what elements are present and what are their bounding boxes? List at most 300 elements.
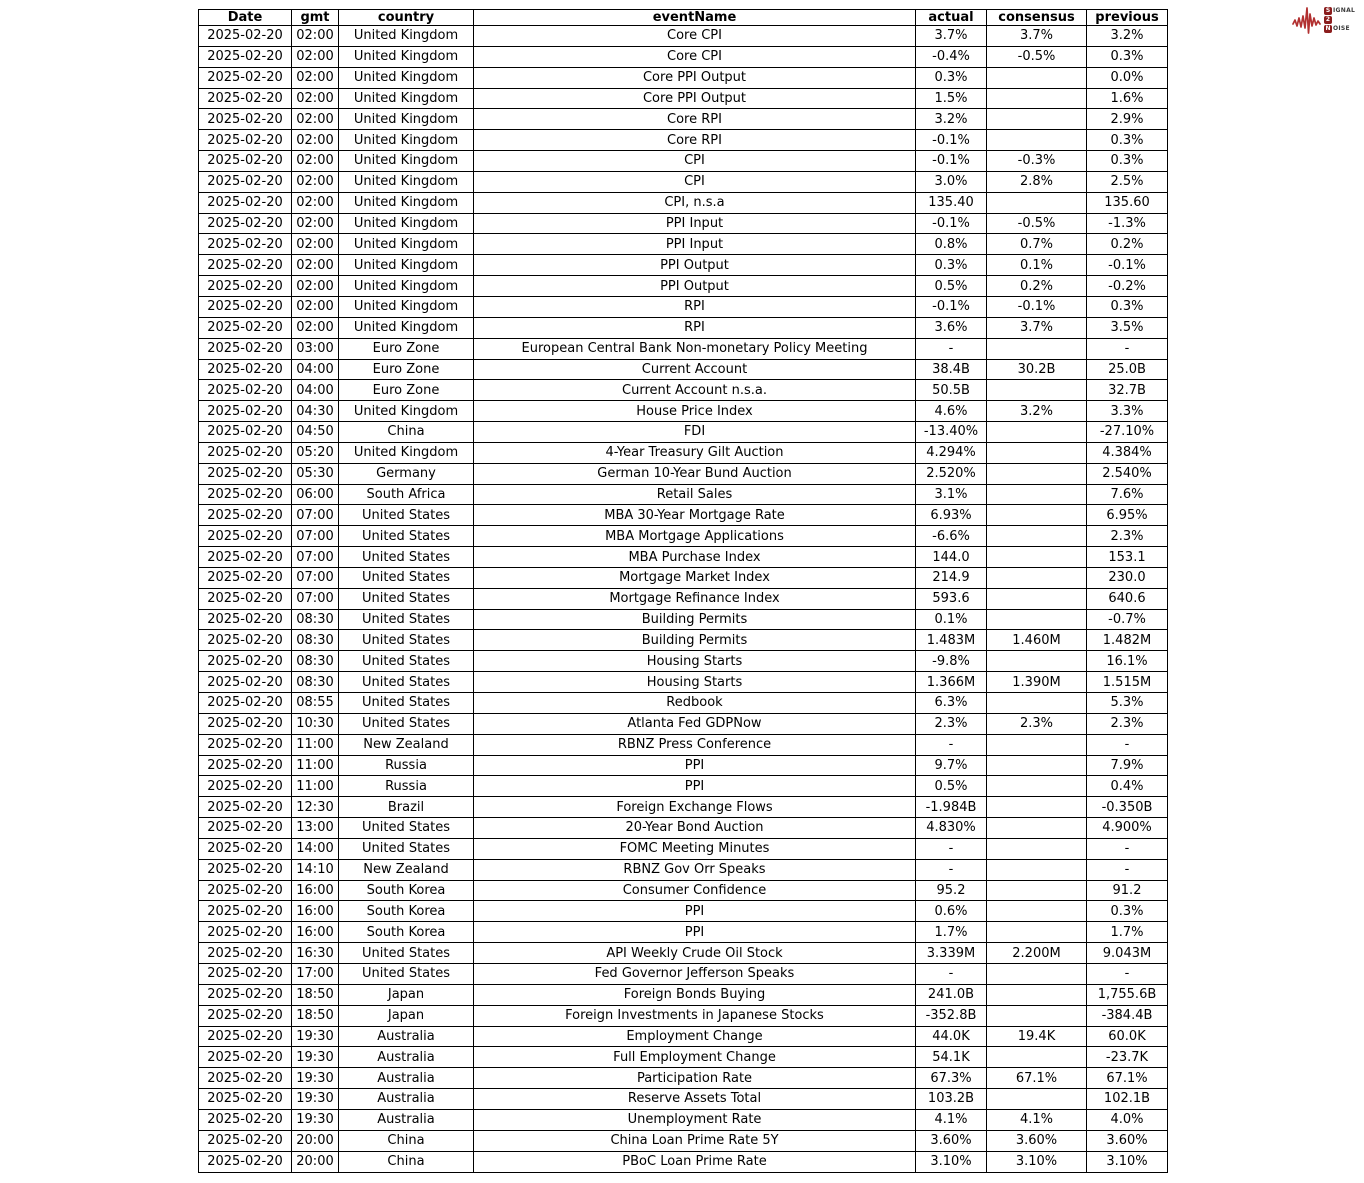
column-header-actual: actual (916, 10, 987, 26)
cell: 16:00 (292, 901, 339, 922)
cell: -0.1% (916, 296, 987, 317)
cell: United States (339, 651, 474, 672)
table-row (199, 651, 1168, 672)
cell: 3.10% (916, 1151, 987, 1172)
logo-text (1324, 7, 1355, 33)
table-row (199, 588, 1168, 609)
cell (987, 88, 1087, 109)
cell: Australia (339, 1068, 474, 1089)
cell: PBoC Loan Prime Rate (474, 1151, 916, 1172)
cell (987, 609, 1087, 630)
cell: 102.1B (1087, 1089, 1168, 1110)
cell: 02:00 (292, 151, 339, 172)
table-row (199, 192, 1168, 213)
cell: 08:30 (292, 630, 339, 651)
cell (987, 484, 1087, 505)
table-row (199, 317, 1168, 338)
cell: 95.2 (916, 880, 987, 901)
cell: 3.60% (987, 1130, 1087, 1151)
cell (987, 109, 1087, 130)
cell: Core CPI (474, 46, 916, 67)
cell: 2025-02-20 (199, 109, 292, 130)
cell: 0.5% (916, 776, 987, 797)
cell: 02:00 (292, 130, 339, 151)
cell (987, 818, 1087, 839)
cell: 17:00 (292, 963, 339, 984)
cell: 1.390M (987, 672, 1087, 693)
logo-line-2 (1324, 16, 1355, 24)
cell: Housing Starts (474, 672, 916, 693)
cell: Current Account (474, 359, 916, 380)
table-row (199, 401, 1168, 422)
cell: 2025-02-20 (199, 859, 292, 880)
cell: 0.2% (987, 276, 1087, 297)
cell: 2.5% (1087, 171, 1168, 192)
table-row (199, 255, 1168, 276)
table-row (199, 46, 1168, 67)
cell: China (339, 1130, 474, 1151)
table-row (199, 734, 1168, 755)
cell: 19.4K (987, 1026, 1087, 1047)
cell: Core PPI Output (474, 88, 916, 109)
column-header-country: country (339, 10, 474, 26)
table-row (199, 859, 1168, 880)
cell: 05:20 (292, 442, 339, 463)
cell: -0.7% (1087, 609, 1168, 630)
cell: PPI (474, 922, 916, 943)
cell: 0.3% (1087, 296, 1168, 317)
cell: Australia (339, 1089, 474, 1110)
cell: 2025-02-20 (199, 567, 292, 588)
cell: Participation Rate (474, 1068, 916, 1089)
cell: -23.7K (1087, 1047, 1168, 1068)
cell: United States (339, 526, 474, 547)
cell: 07:00 (292, 547, 339, 568)
cell: 3.10% (1087, 1151, 1168, 1172)
table-row (199, 380, 1168, 401)
cell: 3.60% (1087, 1130, 1168, 1151)
cell: 02:00 (292, 67, 339, 88)
cell: 144.0 (916, 547, 987, 568)
table-row (199, 776, 1168, 797)
cell: 3.2% (987, 401, 1087, 422)
cell: 2025-02-20 (199, 922, 292, 943)
cell: 08:30 (292, 609, 339, 630)
cell: 593.6 (916, 588, 987, 609)
cell: 04:00 (292, 380, 339, 401)
cell: 2025-02-20 (199, 67, 292, 88)
cell: 2025-02-20 (199, 713, 292, 734)
cell: Atlanta Fed GDPNow (474, 713, 916, 734)
cell: 2025-02-20 (199, 213, 292, 234)
table-row (199, 1047, 1168, 1068)
cell: 08:30 (292, 651, 339, 672)
cell: 135.40 (916, 192, 987, 213)
cell: -0.3% (987, 151, 1087, 172)
cell: PPI Input (474, 234, 916, 255)
cell: 2025-02-20 (199, 234, 292, 255)
cell: 07:00 (292, 588, 339, 609)
cell: PPI Output (474, 255, 916, 276)
cell: 30.2B (987, 359, 1087, 380)
cell: -9.8% (916, 651, 987, 672)
table-row (199, 755, 1168, 776)
table-row (199, 1089, 1168, 1110)
cell: 2025-02-20 (199, 1047, 292, 1068)
cell: 3.2% (1087, 26, 1168, 47)
cell: 4.6% (916, 401, 987, 422)
cell: Euro Zone (339, 359, 474, 380)
cell: 5.3% (1087, 693, 1168, 714)
cell (987, 838, 1087, 859)
cell: 3.3% (1087, 401, 1168, 422)
cell: Euro Zone (339, 338, 474, 359)
cell (987, 380, 1087, 401)
cell: Housing Starts (474, 651, 916, 672)
cell: Core RPI (474, 130, 916, 151)
cell: 1.483M (916, 630, 987, 651)
cell: 11:00 (292, 755, 339, 776)
cell: 0.1% (987, 255, 1087, 276)
cell: 2025-02-20 (199, 442, 292, 463)
table-row (199, 1109, 1168, 1130)
cell: Australia (339, 1047, 474, 1068)
cell: 0.0% (1087, 67, 1168, 88)
cell: Core RPI (474, 109, 916, 130)
cell: FOMC Meeting Minutes (474, 838, 916, 859)
cell: United Kingdom (339, 276, 474, 297)
cell: United States (339, 630, 474, 651)
cell: -0.350B (1087, 797, 1168, 818)
cell: -6.6% (916, 526, 987, 547)
cell: Foreign Bonds Buying (474, 984, 916, 1005)
cell: 2025-02-20 (199, 130, 292, 151)
cell: South Korea (339, 901, 474, 922)
cell: Building Permits (474, 630, 916, 651)
cell: 2025-02-20 (199, 609, 292, 630)
cell: Consumer Confidence (474, 880, 916, 901)
cell (987, 547, 1087, 568)
cell: 07:00 (292, 526, 339, 547)
cell: -27.10% (1087, 422, 1168, 443)
cell: Core PPI Output (474, 67, 916, 88)
cell: 2025-02-20 (199, 1005, 292, 1026)
signal-2-noise-logo (1292, 3, 1358, 37)
cell: CPI (474, 151, 916, 172)
table-row (199, 672, 1168, 693)
cell: 60.0K (1087, 1026, 1168, 1047)
table-body (199, 26, 1168, 1173)
cell (987, 901, 1087, 922)
cell: 2.520% (916, 463, 987, 484)
cell: 2025-02-20 (199, 192, 292, 213)
cell: Japan (339, 984, 474, 1005)
cell: 2025-02-20 (199, 776, 292, 797)
cell: - (916, 838, 987, 859)
cell: 2025-02-20 (199, 359, 292, 380)
cell: United States (339, 818, 474, 839)
cell: European Central Bank Non-monetary Policy Meeting (474, 338, 916, 359)
table-row (199, 505, 1168, 526)
table-header (199, 10, 1168, 26)
cell: 6.93% (916, 505, 987, 526)
cell: 2025-02-20 (199, 1130, 292, 1151)
waveform-icon (1292, 4, 1326, 36)
cell: 19:30 (292, 1068, 339, 1089)
cell: 67.1% (1087, 1068, 1168, 1089)
cell: 0.3% (916, 67, 987, 88)
cell: -0.1% (916, 130, 987, 151)
cell: United Kingdom (339, 46, 474, 67)
cell: 20:00 (292, 1151, 339, 1172)
cell: 1.6% (1087, 88, 1168, 109)
cell: -13.40% (916, 422, 987, 443)
cell: New Zealand (339, 734, 474, 755)
cell: 640.6 (1087, 588, 1168, 609)
table-row (199, 463, 1168, 484)
cell: 2025-02-20 (199, 151, 292, 172)
cell (987, 984, 1087, 1005)
cell (987, 880, 1087, 901)
cell: United Kingdom (339, 130, 474, 151)
cell: 3.1% (916, 484, 987, 505)
cell: 3.5% (1087, 317, 1168, 338)
cell: 1.515M (1087, 672, 1168, 693)
cell: 9.7% (916, 755, 987, 776)
cell: China (339, 1151, 474, 1172)
table-row (199, 630, 1168, 651)
cell: 4.830% (916, 818, 987, 839)
cell: Australia (339, 1026, 474, 1047)
cell: PPI (474, 755, 916, 776)
cell: Current Account n.s.a. (474, 380, 916, 401)
cell: 11:00 (292, 734, 339, 755)
cell: 2025-02-20 (199, 1109, 292, 1130)
cell: 20:00 (292, 1130, 339, 1151)
cell: United Kingdom (339, 317, 474, 338)
cell: 02:00 (292, 234, 339, 255)
cell: 19:30 (292, 1026, 339, 1047)
cell: PPI (474, 901, 916, 922)
cell: Employment Change (474, 1026, 916, 1047)
cell: - (916, 859, 987, 880)
cell: 18:50 (292, 1005, 339, 1026)
cell: 2025-02-20 (199, 797, 292, 818)
cell: API Weekly Crude Oil Stock (474, 943, 916, 964)
cell: RBNZ Press Conference (474, 734, 916, 755)
cell: 08:30 (292, 672, 339, 693)
cell: -0.2% (1087, 276, 1168, 297)
cell: United Kingdom (339, 442, 474, 463)
cell: -0.1% (916, 213, 987, 234)
cell: 2025-02-20 (199, 963, 292, 984)
cell: 2025-02-20 (199, 171, 292, 192)
column-header-eventname: eventName (474, 10, 916, 26)
cell: 3.7% (987, 317, 1087, 338)
cell: 4.900% (1087, 818, 1168, 839)
cell (987, 734, 1087, 755)
cell: 03:00 (292, 338, 339, 359)
cell: 0.3% (1087, 46, 1168, 67)
cell: United Kingdom (339, 213, 474, 234)
cell: 54.1K (916, 1047, 987, 1068)
cell: 32.7B (1087, 380, 1168, 401)
cell: 2025-02-20 (199, 734, 292, 755)
cell: 7.9% (1087, 755, 1168, 776)
cell: 214.9 (916, 567, 987, 588)
table-row (199, 1151, 1168, 1172)
cell: United States (339, 943, 474, 964)
cell: -0.1% (1087, 255, 1168, 276)
cell: 0.8% (916, 234, 987, 255)
cell: United States (339, 588, 474, 609)
cell: 0.5% (916, 276, 987, 297)
table-row (199, 296, 1168, 317)
cell: 1.7% (916, 922, 987, 943)
table-row (199, 922, 1168, 943)
cell: 2025-02-20 (199, 401, 292, 422)
table-row (199, 567, 1168, 588)
cell: 1.460M (987, 630, 1087, 651)
cell: 1.482M (1087, 630, 1168, 651)
cell: 02:00 (292, 317, 339, 338)
cell: United States (339, 838, 474, 859)
cell: 2025-02-20 (199, 317, 292, 338)
cell (987, 1005, 1087, 1026)
cell: RBNZ Gov Orr Speaks (474, 859, 916, 880)
cell: Russia (339, 776, 474, 797)
cell: 07:00 (292, 505, 339, 526)
cell: Building Permits (474, 609, 916, 630)
logo-badge-2: 2 (1325, 16, 1331, 23)
cell: PPI Input (474, 213, 916, 234)
cell: 2025-02-20 (199, 484, 292, 505)
cell: 44.0K (916, 1026, 987, 1047)
cell: 2025-02-20 (199, 901, 292, 922)
cell: -0.1% (916, 151, 987, 172)
cell: 2025-02-20 (199, 880, 292, 901)
cell: 2.200M (987, 943, 1087, 964)
cell: 0.7% (987, 234, 1087, 255)
table-row (199, 797, 1168, 818)
cell: -0.4% (916, 46, 987, 67)
cell: 2025-02-20 (199, 26, 292, 47)
logo-rest-oise: OISE (1333, 25, 1350, 32)
table-row (199, 1130, 1168, 1151)
cell: - (1087, 838, 1168, 859)
cell: - (1087, 338, 1168, 359)
header-row (199, 10, 1168, 26)
cell: 2025-02-20 (199, 338, 292, 359)
cell: 02:00 (292, 88, 339, 109)
cell (987, 755, 1087, 776)
cell: 16.1% (1087, 651, 1168, 672)
cell: United Kingdom (339, 151, 474, 172)
cell: Mortgage Market Index (474, 567, 916, 588)
cell: -0.1% (987, 296, 1087, 317)
cell: United States (339, 567, 474, 588)
cell: China Loan Prime Rate 5Y (474, 1130, 916, 1151)
cell: 2025-02-20 (199, 693, 292, 714)
table-row (199, 984, 1168, 1005)
cell: 2025-02-20 (199, 380, 292, 401)
cell: United States (339, 672, 474, 693)
cell: 2025-02-20 (199, 422, 292, 443)
table-row (199, 1005, 1168, 1026)
cell: 06:00 (292, 484, 339, 505)
cell: 2025-02-20 (199, 984, 292, 1005)
cell: 2025-02-20 (199, 1068, 292, 1089)
cell: 0.4% (1087, 776, 1168, 797)
cell: 2.3% (1087, 713, 1168, 734)
cell: 25.0B (1087, 359, 1168, 380)
cell: United Kingdom (339, 109, 474, 130)
cell: Foreign Investments in Japanese Stocks (474, 1005, 916, 1026)
cell (987, 776, 1087, 797)
cell: Germany (339, 463, 474, 484)
cell: 4.1% (916, 1109, 987, 1130)
table-row (199, 151, 1168, 172)
cell: - (1087, 734, 1168, 755)
cell: Redbook (474, 693, 916, 714)
cell: United Kingdom (339, 67, 474, 88)
cell: United Kingdom (339, 234, 474, 255)
table-row (199, 130, 1168, 151)
cell: United Kingdom (339, 401, 474, 422)
cell: 2025-02-20 (199, 630, 292, 651)
cell: MBA Mortgage Applications (474, 526, 916, 547)
cell: 67.1% (987, 1068, 1087, 1089)
table-row (199, 901, 1168, 922)
cell (987, 963, 1087, 984)
cell: 38.4B (916, 359, 987, 380)
cell: 1.366M (916, 672, 987, 693)
table-row (199, 526, 1168, 547)
cell: United Kingdom (339, 255, 474, 276)
cell (987, 192, 1087, 213)
cell: 7.6% (1087, 484, 1168, 505)
cell: 6.95% (1087, 505, 1168, 526)
cell: 2025-02-20 (199, 943, 292, 964)
cell: 02:00 (292, 46, 339, 67)
cell: 02:00 (292, 26, 339, 47)
table-row (199, 1026, 1168, 1047)
cell: 20-Year Bond Auction (474, 818, 916, 839)
cell: 19:30 (292, 1109, 339, 1130)
cell: 4.384% (1087, 442, 1168, 463)
cell: Russia (339, 755, 474, 776)
table-row (199, 109, 1168, 130)
table-row (199, 276, 1168, 297)
cell: Unemployment Rate (474, 1109, 916, 1130)
table-row (199, 818, 1168, 839)
cell: 2025-02-20 (199, 588, 292, 609)
cell (987, 463, 1087, 484)
cell (987, 526, 1087, 547)
cell: United States (339, 713, 474, 734)
cell: 0.6% (916, 901, 987, 922)
cell: 12:30 (292, 797, 339, 818)
cell (987, 797, 1087, 818)
cell: 3.6% (916, 317, 987, 338)
cell: 1.7% (1087, 922, 1168, 943)
cell: Brazil (339, 797, 474, 818)
cell: 1.5% (916, 88, 987, 109)
cell: 3.2% (916, 109, 987, 130)
cell: 2.3% (1087, 526, 1168, 547)
table-row (199, 609, 1168, 630)
cell: United Kingdom (339, 26, 474, 47)
